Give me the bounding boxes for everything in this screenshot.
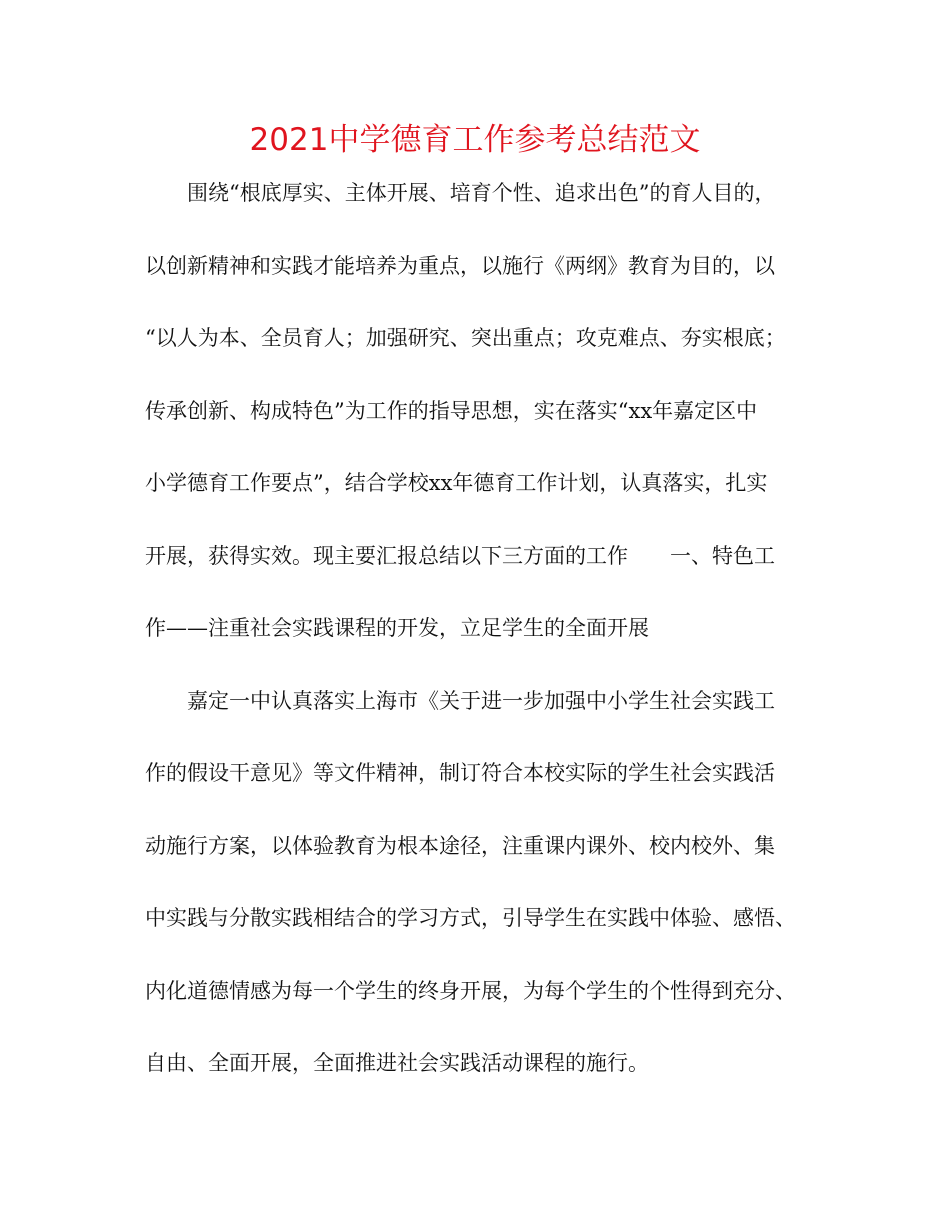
paragraph-line-10: 动施行方案，以体验教育为根本途径，注重课内课外、校内校外、集 — [145, 834, 775, 858]
paragraph-line-8: 嘉定一中认真落实上海市《关于进一步加强中小学生社会实践工 — [187, 689, 775, 713]
paragraph-line-3: “以人为本、全员育人；加强研究、突出重点；攻克难点、夯实根底； — [145, 326, 786, 350]
paragraph-line-11: 中实践与分散实践相结合的学习方式，引导学生在实践中体验、感悟、 — [145, 906, 796, 930]
paragraph-line-13: 自由、全面开展，全面推进社会实践活动课程的施行。 — [145, 1051, 649, 1075]
document-title: 2021中学德育工作参考总结范文 — [249, 122, 701, 158]
paragraph-line-2: 以创新精神和实践才能培养为重点，以施行《两纲》教育为目的，以 — [145, 254, 775, 278]
paragraph-line-9: 作的假设干意见》等文件精神，制订符合本校实际的学生社会实践活 — [145, 761, 775, 785]
paragraph-line-6: 开展，获得实效。现主要汇报总结以下三方面的工作 一、特色工 — [145, 544, 775, 568]
paragraph-line-4: 传承创新、构成特色”为工作的指导思想，实在落实“xx年嘉定区中 — [145, 399, 758, 423]
paragraph-line-7: 作——注重社会实践课程的开发，立足学生的全面开展 — [145, 616, 649, 640]
paragraph-line-12: 内化道德情感为每一个学生的终身开展，为每个学生的个性得到充分、 — [145, 979, 796, 1003]
paragraph-line-1: 围绕“根底厚实、主体开展、培育个性、追求出色”的育人目的， — [187, 181, 776, 205]
paragraph-line-5: 小学德育工作要点”，结合学校xx年德育工作计划，认真落实，扎实 — [145, 471, 768, 495]
